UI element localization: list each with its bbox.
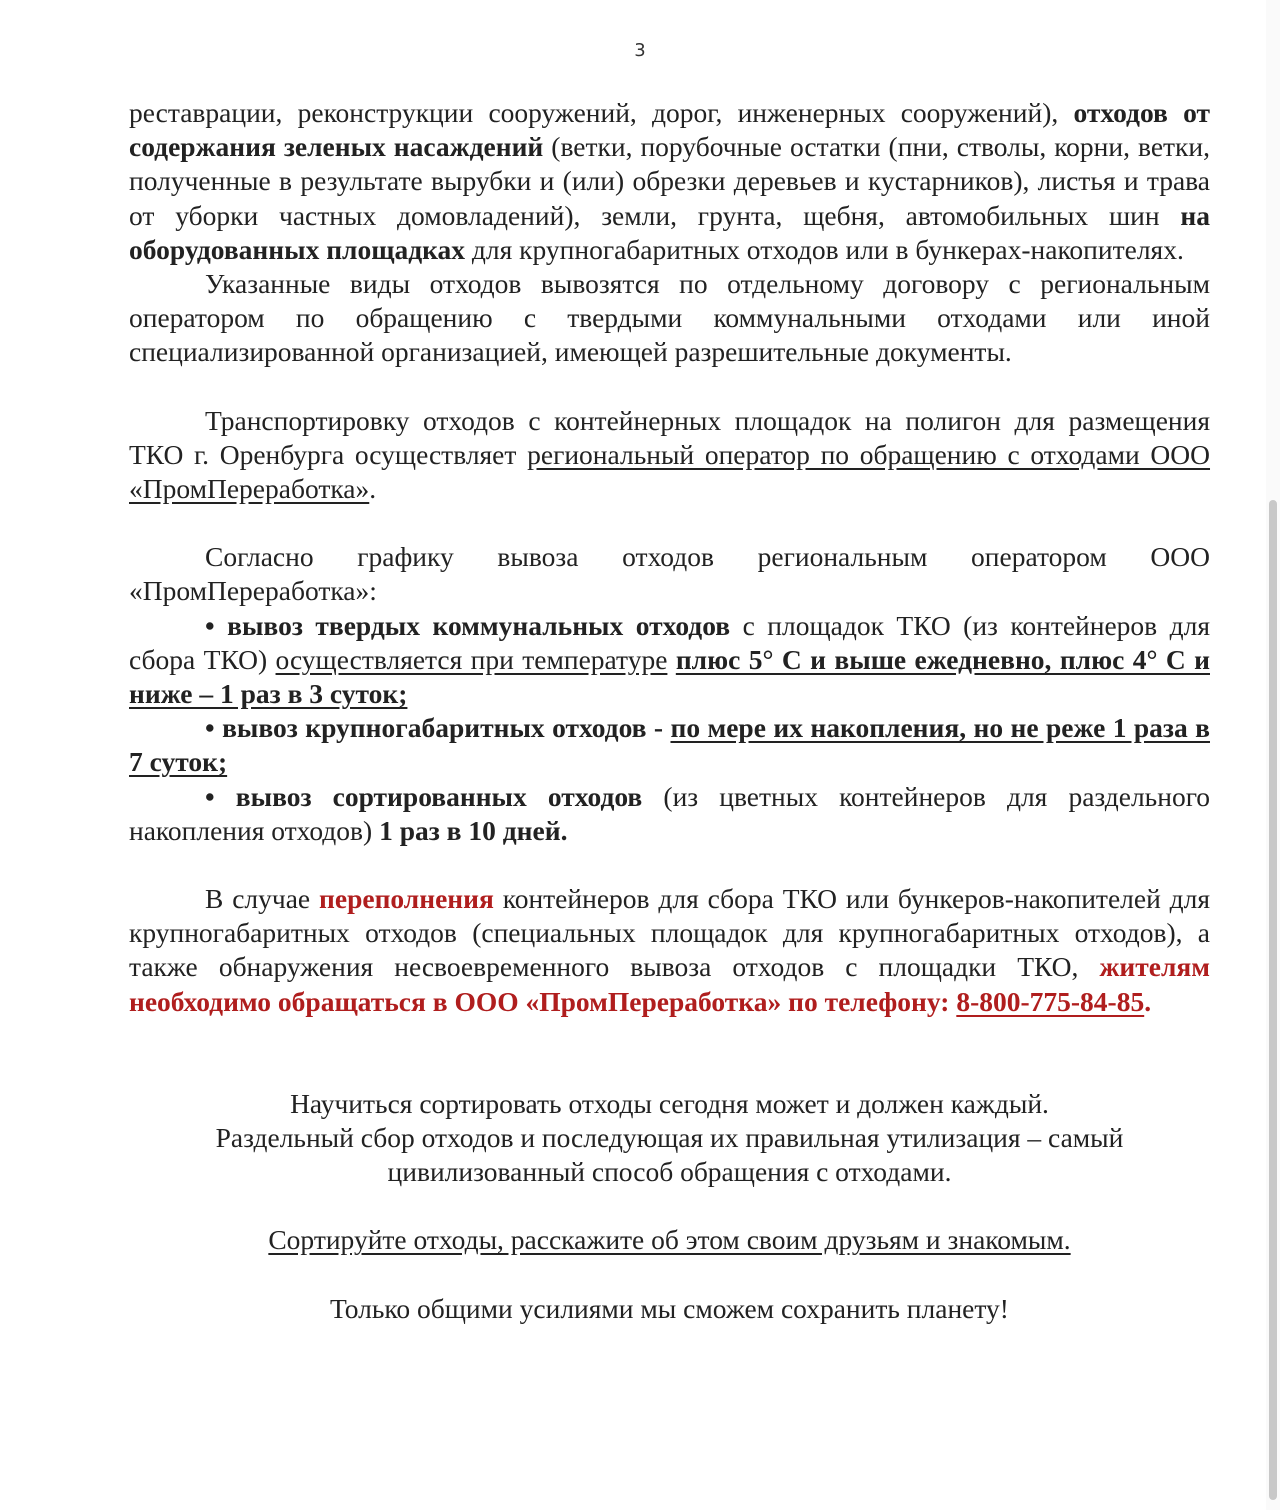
closing-line-1: Научиться сортировать отходы сегодня может и должен каждый. — [290, 1087, 1049, 1119]
page-number: 3 — [634, 40, 646, 61]
highlight-text: жителям необходимо обращаться в ООО «ПромПереработка» по телефону: — [129, 951, 1211, 1017]
bold-text: вывоз твердых коммунальных отходов — [227, 609, 731, 641]
bullet-marker: • — [205, 609, 215, 641]
bullet-marker: • — [205, 780, 215, 812]
text: контейнеров для сбора ТКО или бункеров-накопителей для крупногабаритных отходов (специальных площадок для крупногабаритных отходов), а также обнаружения несвоевременного вывоза отходов с площадки ТКО, — [129, 883, 1211, 983]
text: реставрации, реконструкции сооружений, дорог, инженерных сооружений), — [129, 97, 1059, 128]
scrollbar-track[interactable] — [1266, 0, 1280, 1510]
bullet-bulky — [129, 711, 1210, 779]
paragraph-transport — [129, 404, 1210, 507]
bold-text: вывоз крупногабаритных отходов - — [222, 712, 664, 744]
bullet-marker: • — [205, 712, 215, 744]
paragraph-contract: Указанные виды отходов вывозятся по отдельному договору с региональным оператором по обращению с твердыми коммунальными отходами или иной специализированной организацией, имеющей разрешительные документы. — [129, 268, 1210, 368]
text: (из цветных контейнеров для раздельного накопления отходов) — [129, 780, 1211, 846]
schedule-intro-line2: «ПромПереработка»: — [129, 575, 377, 607]
bold-text: на оборудованных площадках — [129, 199, 1211, 265]
final-line: Только общими усилиями мы сможем сохранить планету! — [330, 1292, 1009, 1324]
underlined-text: региональный оператор по обращению с отходами ООО «ПромПереработка» — [129, 438, 1211, 505]
paragraph-waste-types — [129, 96, 1210, 267]
bullet-sorted — [129, 780, 1210, 848]
text: (ветки, порубочные остатки (пни, стволы, корни, ветки, полученные в результате вырубки и (или) обрезки деревьев и кустарников), листья и трава от уборки частных домовладений), земли, грунта, щебня, автомобильных шин — [129, 131, 1210, 231]
bold-text: 1 раз в 10 дней. — [379, 814, 568, 846]
closing-line-2: Раздельный сбор отходов и последующая их правильная утилизация – самый — [215, 1122, 1124, 1154]
text: Транспортировку отходов с контейнерных площадок на полигон для размещения ТКО г. Оренбурга осуществляет — [129, 404, 1210, 470]
bold-text: отходов от содержания зеленых насаждений — [129, 97, 1211, 163]
document-body — [129, 96, 1210, 1326]
closing-line-3: цивилизованный способ обращения с отходами. — [387, 1156, 952, 1188]
text: . — [1144, 985, 1152, 1017]
schedule-intro-line1: Согласно графику вывоза отходов региональным оператором ООО — [205, 541, 1210, 573]
call-to-action — [129, 1223, 1210, 1257]
bullet-tko — [129, 609, 1210, 712]
underlined-text: Сортируйте отходы, расскажите об этом своим друзьям и знакомым. — [268, 1224, 1071, 1256]
text: для крупногабаритных отходов или в бункерах-накопителях. — [471, 233, 1184, 265]
highlight-text: переполнения — [319, 883, 494, 915]
paragraph-overflow — [129, 882, 1210, 1019]
bold-underlined-text: плюс 5° С и выше ежедневно, плюс 4° С и ниже – 1 раз в 3 суток; — [129, 643, 1210, 710]
bold-text: вывоз сортированных отходов — [235, 780, 643, 812]
text: В случае — [205, 883, 311, 915]
phone-number[interactable]: 8-800-775-84-85 — [956, 985, 1145, 1017]
text: . — [369, 473, 377, 505]
text: с площадок ТКО (из контейнеров для сбора ТКО) — [129, 609, 1210, 675]
bold-underlined-text: по мере их накопления, но не реже 1 раза в 7 суток; — [129, 712, 1210, 778]
scrollbar-thumb[interactable] — [1269, 500, 1277, 1500]
underlined-text: осуществляется при температуре — [275, 643, 668, 675]
